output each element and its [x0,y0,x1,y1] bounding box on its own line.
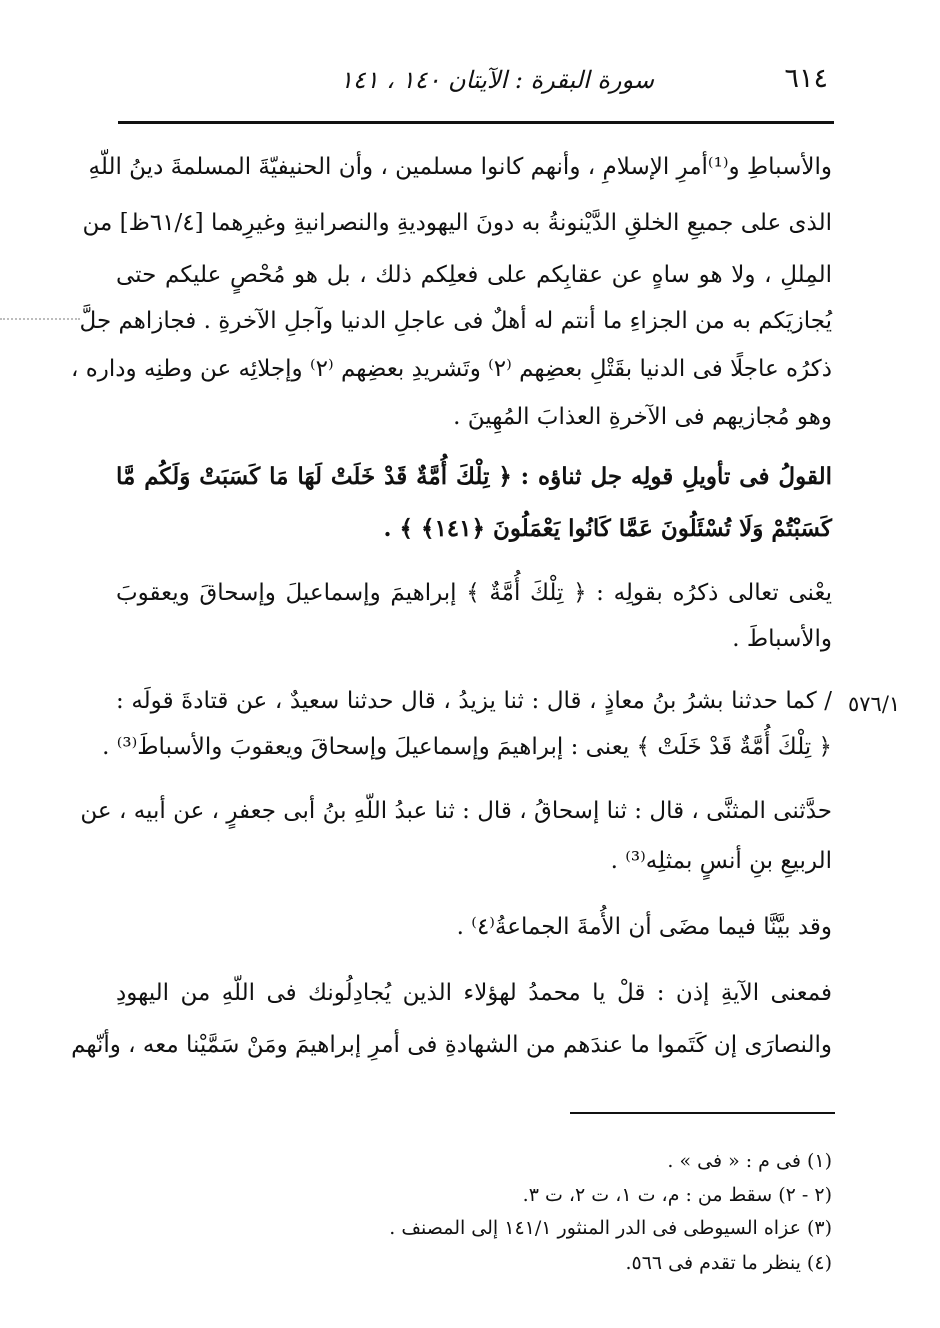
footnote: (٤) ينظر ما تقدم فى ٥٦٦. [625,1252,832,1274]
body-line: وقد بيَّنَّا فيما مضَى أن الأُمةَ الجماعةُ⁽٤⁾ . [456,914,832,940]
body-line: الذى على جميعِ الخلقِ الدَّيْنونةُ به دونَ اليهوديةِ والنصرانيةِ وغيرِهما [٦١/٤ظ] من [82,210,832,236]
footnote: (١) فى م : « فى » . [667,1150,832,1172]
page-number: ٦١٤ [784,63,828,94]
body-line: المِللِ ، ولا هو ساهٍ عن عقابِكم على فعلِكم ذلك ، بل هو مُحْصٍ عليكم حتى [116,262,832,288]
running-header-title: سورة البقرة : الآيتان ١٤٠ ، ١٤١ [340,66,655,94]
body-line: الربيعِ بنِ أنسٍ بمثلِه⁽³⁾ . [610,848,832,874]
body-line: ﴿ تِلْكَ أُمَّةٌ قَدْ خَلَتْ ﴾ يعنى : إبراهيمَ وإسماعيلَ وإسحاقَ ويعقوبَ والأسباطَ⁽³⁾ . [102,734,832,760]
section-heading-line: كَسَبْتُمْ وَلَا تُسْئَلُونَ عَمَّا كَانُوا يَعْمَلُونَ ﴿١٤١﴾ ﴾ . [383,515,832,542]
body-line: يعْنى تعالى ذكرُه بقولِه : ﴿ تِلْكَ أُمَّةٌ ﴾ إبراهيمَ وإسماعيلَ وإسحاقَ ويعقوبَ [116,580,832,606]
body-line: يُجازيَكم به من الجزاءِ ما أنتم له أهلٌ فى عاجلِ الدنيا وآجلِ الآخرةِ . فجازاهم جلَّ [79,308,832,334]
margin-reference: ٥٧٦/١ [848,692,901,716]
body-line: حدَّثنى المثنَّى ، قال : ثنا إسحاقُ ، قال : ثنا عبدُ اللّهِ بنُ أبى جعفرٍ ، عن أبيه ، عن [80,798,832,824]
body-line: والنصارَى إن كَتَموا ما عندَهم من الشهادةِ فى أمرِ إبراهيمَ ومَنْ سَمَّيْنا معه ، وأنّهم [71,1032,832,1058]
body-line: / كما حدثنا بشرُ بنُ معاذٍ ، قال : ثنا يزيدُ ، قال حدثنا سعيدٌ ، عن قتادةَ قولَه : [116,688,832,714]
margin-dotted-mark [0,318,80,322]
body-line: ذكرُه عاجلًا فى الدنيا بقَتْلِ بعضِهم ⁽٢⁾ وتَشريدِ بعضِهم ⁽٢⁾ وإجلائِه عن وطنِه وداره ، [71,356,832,382]
header-rule [118,121,834,124]
footnote: (٣) عزاه السيوطى فى الدر المنثور ١٤١/١ إلى المصنف . [389,1217,832,1239]
footnote: (٢ - ٢) سقط من : م، ت ١، ت ٢، ت ٣. [522,1184,832,1206]
section-heading-line: القولُ فى تأويلِ قولِه جل ثناؤه : ﴿ تِلْكَ أُمَّةٌ قَدْ خَلَتْ لَهَا مَا كَسَبَتْ وَلَكُم مَّا [116,463,832,490]
body-line: والأسباطِ و⁽¹⁾أمرِ الإسلامِ ، وأنهم كانوا مسلمين ، وأن الحنيفيّةَ المسلمةَ دينُ اللّهِ [88,154,832,180]
body-line: فمعنى الآيةِ إذن : قلْ يا محمدُ لهؤلاء الذين يُجادِلُونك فى اللّهِ من اليهودِ [116,980,832,1006]
body-line: والأسباطَ . [732,626,832,652]
body-line: وهو مُجازيهم فى الآخرةِ العذابَ المُهِينَ . [453,404,832,430]
footnote-rule [570,1112,835,1114]
